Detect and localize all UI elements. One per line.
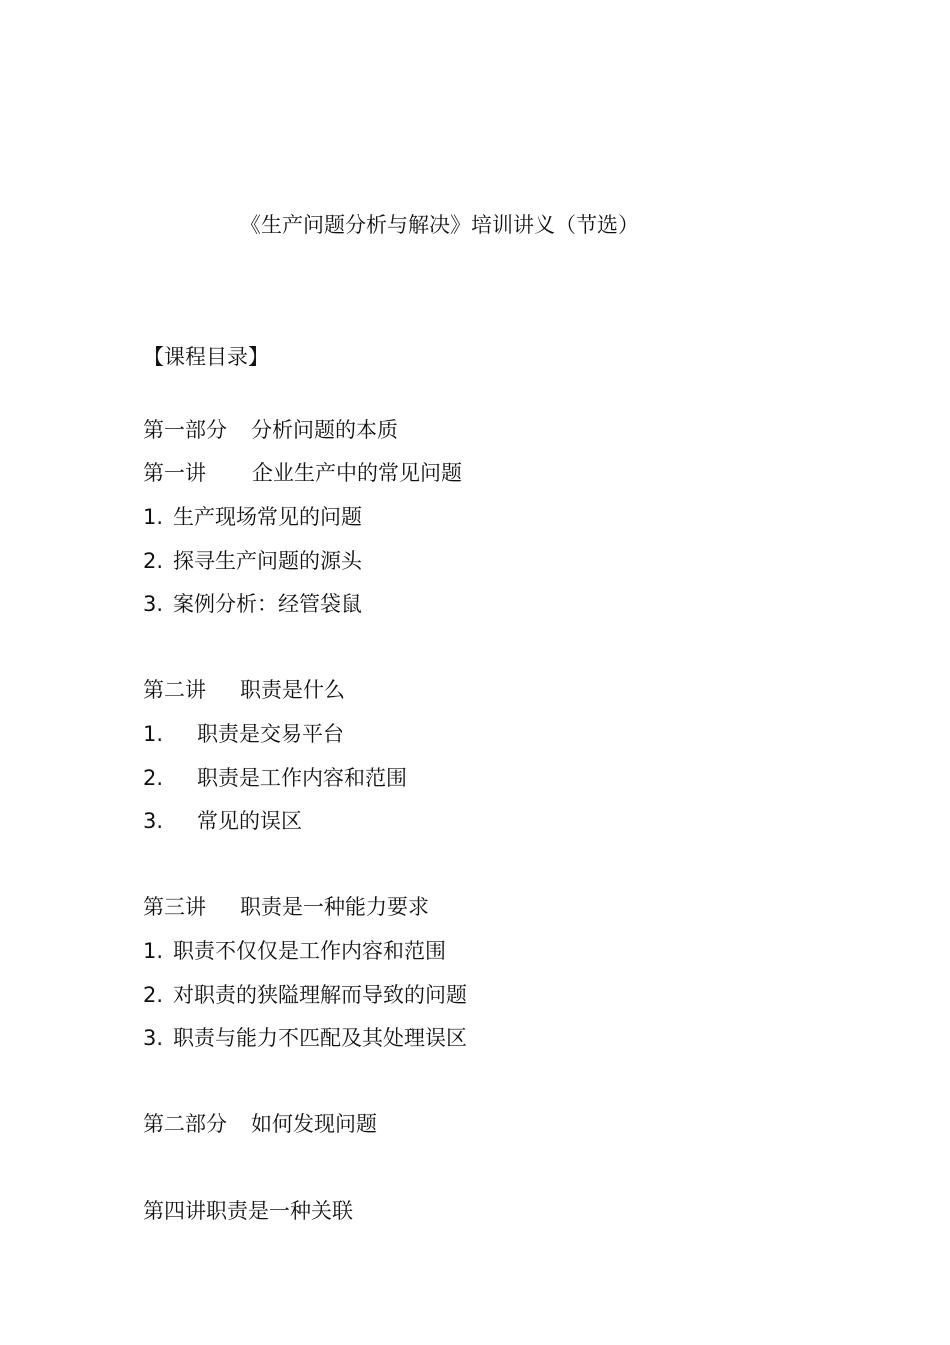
item-number: 1. xyxy=(143,939,164,963)
lecture-label: 第三讲 xyxy=(143,895,206,919)
list-item xyxy=(143,1024,467,1052)
item-number: 3. xyxy=(143,592,164,616)
lecture-label: 第一讲 xyxy=(143,461,206,485)
item-text: 职责是工作内容和范围 xyxy=(197,766,408,790)
item-number: 2. xyxy=(143,549,164,573)
item-text: 职责与能力不匹配及其处理误区 xyxy=(173,1026,468,1050)
list-item xyxy=(143,937,446,965)
toc-heading: 【课程目录】 xyxy=(143,345,269,369)
list-item xyxy=(143,503,362,531)
lecture-label: 第二讲 xyxy=(143,678,206,702)
list-item xyxy=(143,590,362,618)
item-text: 生产现场常见的问题 xyxy=(173,505,363,529)
list-item xyxy=(143,720,344,748)
item-text: 探寻生产问题的源头 xyxy=(173,549,363,573)
item-text: 职责是交易平台 xyxy=(197,722,345,746)
part-label: 第二部分 xyxy=(143,1112,227,1136)
list-item xyxy=(143,981,467,1009)
lecture-name: 职责是一种能力要求 xyxy=(240,895,429,919)
item-number: 2. xyxy=(143,983,164,1007)
item-text: 对职责的狭隘理解而导致的问题 xyxy=(173,983,468,1007)
lecture-heading-1 xyxy=(143,459,462,487)
lecture-heading-3 xyxy=(143,893,429,921)
lecture-name: 企业生产中的常见问题 xyxy=(252,461,462,485)
lecture-name: 职责是什么 xyxy=(240,678,345,702)
part-heading-1 xyxy=(143,416,398,444)
item-number: 2. xyxy=(143,766,164,790)
lecture-heading-2 xyxy=(143,676,345,704)
document-title: 《生产问题分析与解决》培训讲义（节选） xyxy=(240,213,639,237)
item-number: 3. xyxy=(143,1026,164,1050)
item-number: 1. xyxy=(143,505,164,529)
list-item xyxy=(143,807,302,835)
lecture-heading-4: 第四讲职责是一种关联 xyxy=(143,1199,353,1223)
item-text: 常见的误区 xyxy=(197,809,303,833)
list-item xyxy=(143,764,407,792)
part-label: 第一部分 xyxy=(143,418,227,442)
item-text: 职责不仅仅是工作内容和范围 xyxy=(173,939,447,963)
item-number: 1. xyxy=(143,722,164,746)
item-number: 3. xyxy=(143,809,164,833)
list-item xyxy=(143,547,362,575)
part-name: 分析问题的本质 xyxy=(251,418,398,442)
part-name: 如何发现问题 xyxy=(251,1112,377,1136)
part-heading-2 xyxy=(143,1110,377,1138)
item-text: 案例分析：经管袋鼠 xyxy=(173,592,363,616)
